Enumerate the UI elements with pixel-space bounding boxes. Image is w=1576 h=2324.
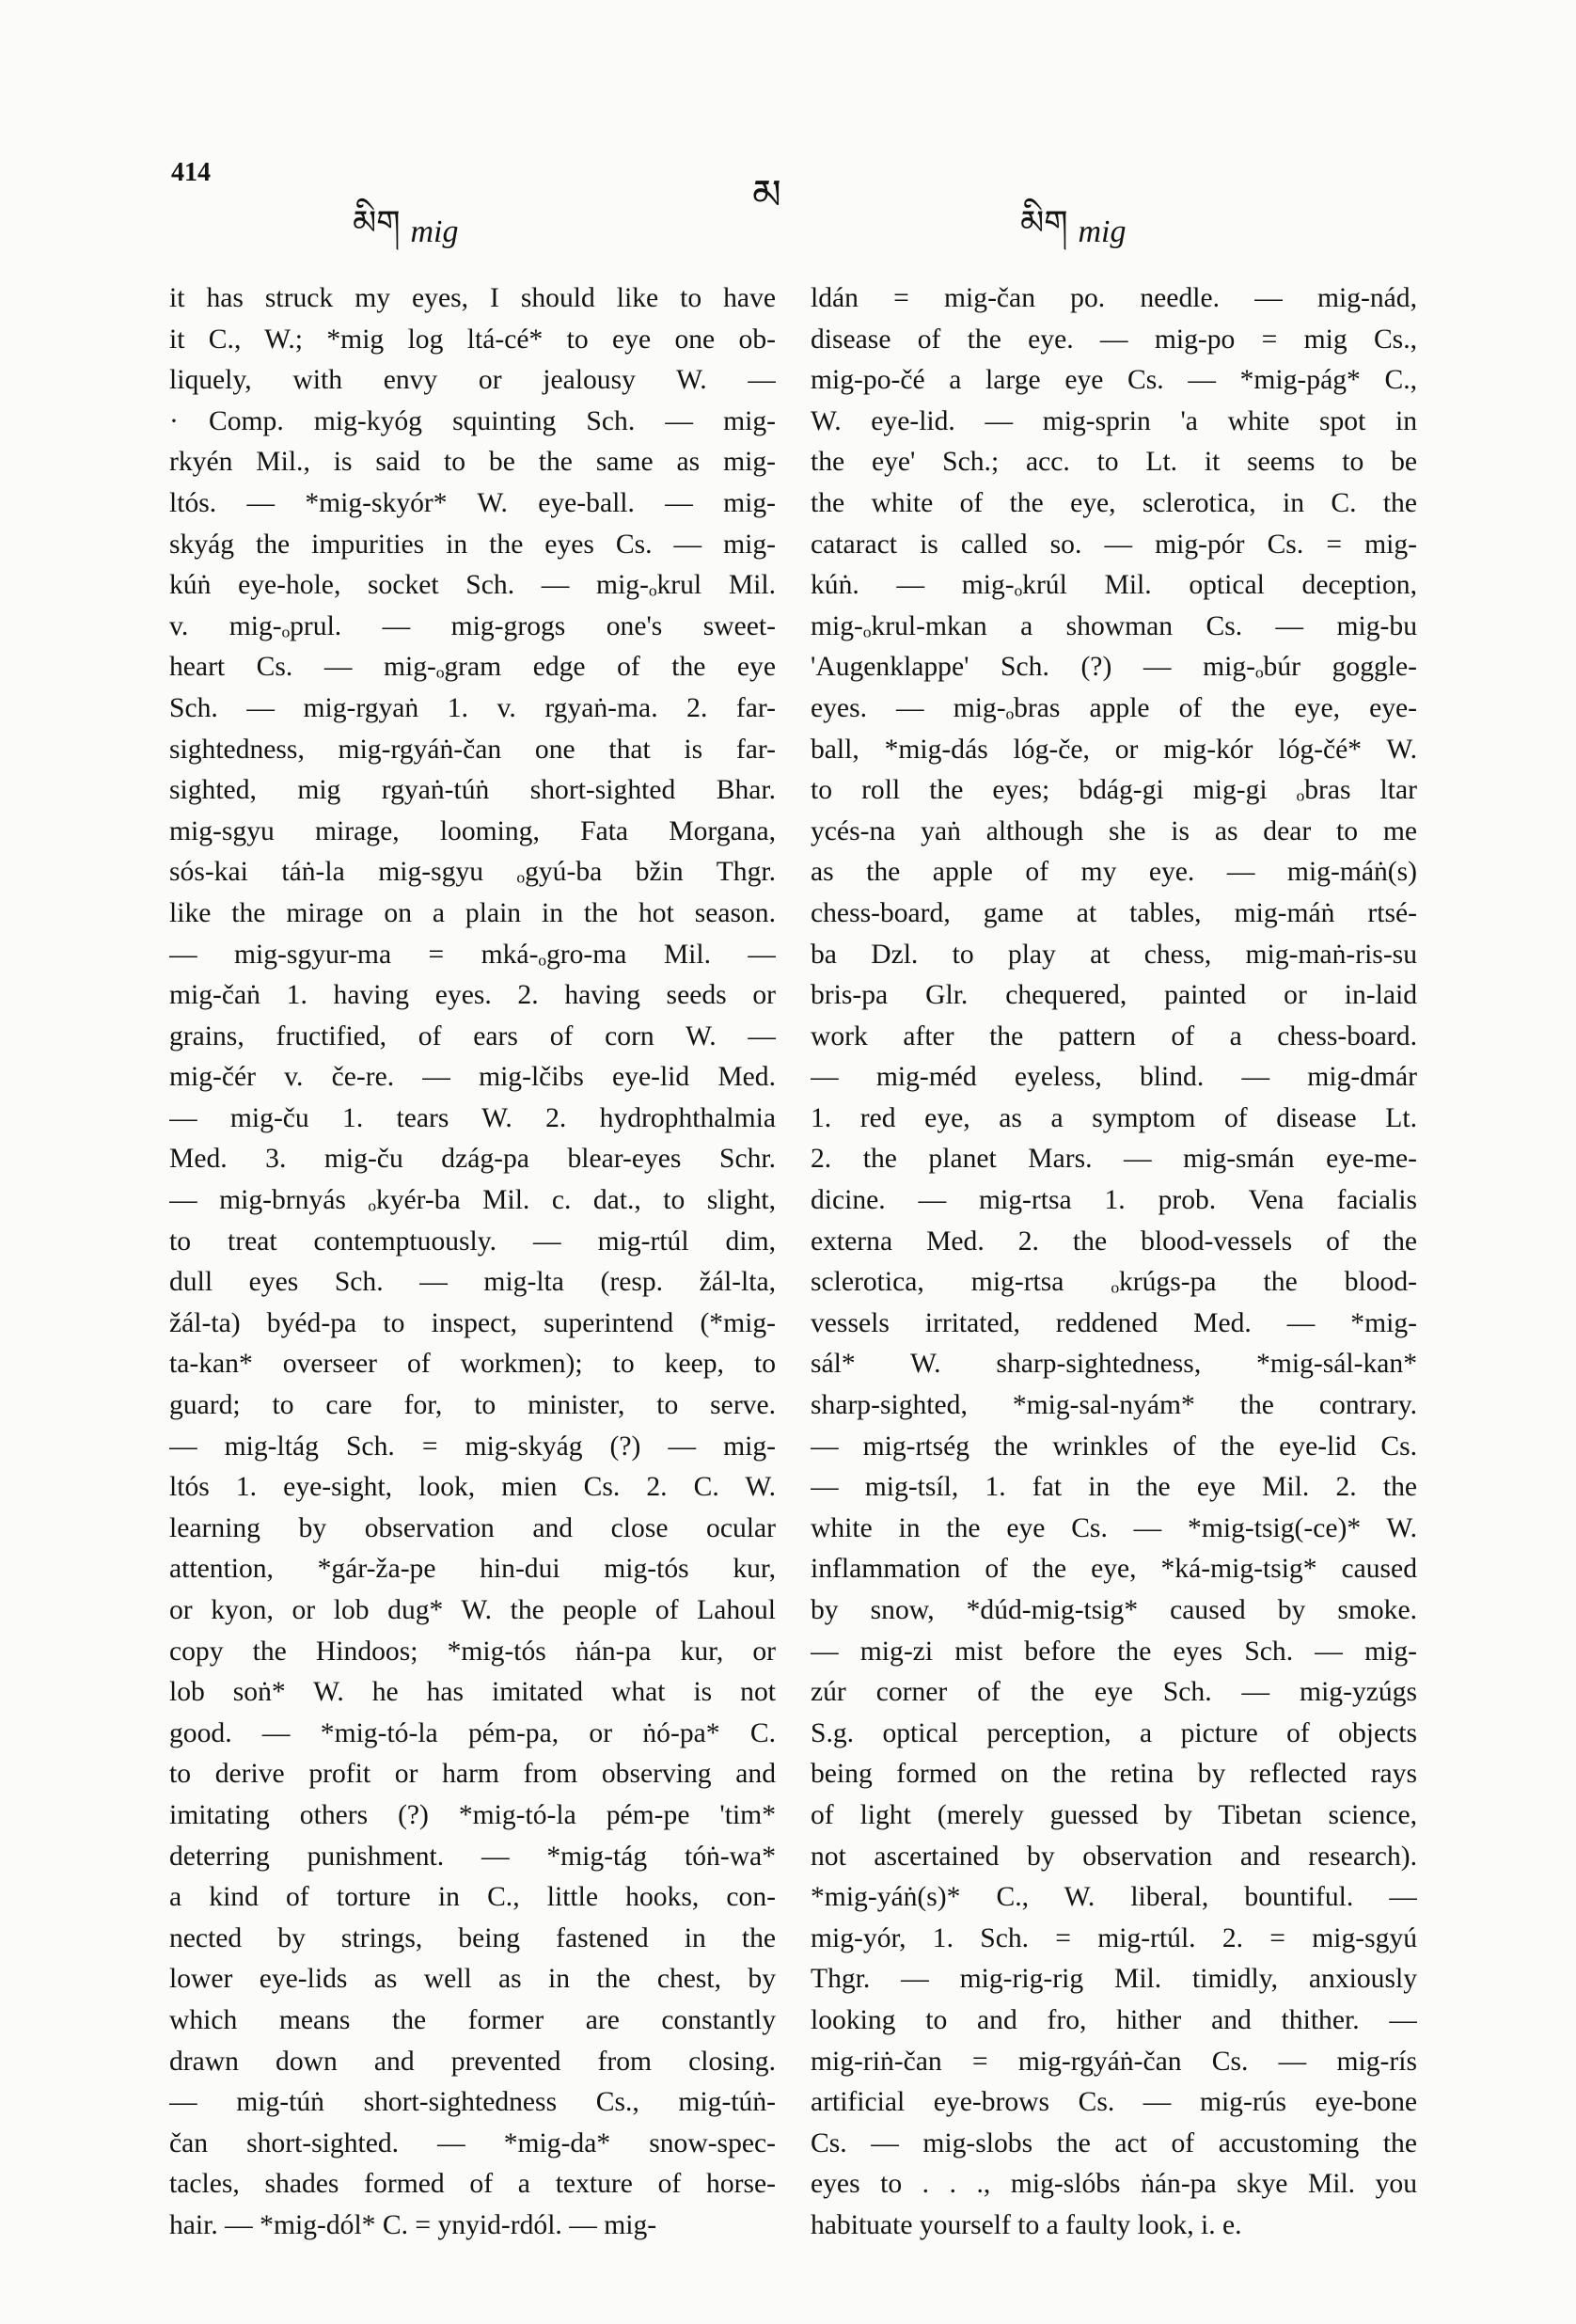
text-line: — mig-rtség the wrinkles of the eye-lid Cs. — [811, 1431, 1417, 1462]
text-line: mig-ₒkrul-mkan a showman Cs. — mig-bu — [811, 610, 1417, 641]
text-line: dicine. — mig-rtsa 1. prob. Vena facialis — [811, 1185, 1417, 1216]
text-line: 'Augenklappe' Sch. (?) — mig-ₒbúr goggle- — [811, 652, 1417, 683]
text-line: sighted, mig rgyaṅ-túṅ short-sighted Bhar. — [169, 775, 776, 806]
text-line: inflammation of the eye, *ká-mig-tsig* caused — [811, 1554, 1417, 1585]
text-line: good. — *mig-tó-la pém-pa, or ṅó-pa* C. — [169, 1717, 776, 1748]
text-line: grains, fructified, of ears of corn W. — — [169, 1020, 776, 1051]
text-line: ba Dzl. to play at chess, mig-maṅ-ris-su — [811, 939, 1417, 970]
text-line: — mig-sgyur-ma = mká-ₒgro-ma Mil. — — [169, 939, 776, 970]
text-line: to treat contemptuously. — mig-rtúl dim, — [169, 1225, 776, 1257]
text-line: — mig-méd eyeless, blind. — mig-dmár — [811, 1062, 1417, 1093]
text-line: attention, *gár-ža-pe hin-dui mig-tós kur, — [169, 1554, 776, 1585]
text-line: to derive profit or harm from observing and — [169, 1759, 776, 1790]
header-left-tibetan: མིག — [353, 204, 401, 243]
text-line: — mig-zi mist before the eyes Sch. — mig- — [811, 1636, 1417, 1667]
header-center-letter: མ — [752, 171, 781, 219]
text-line: it C., W.; *mig log ltá-cé* to eye one ob- — [169, 324, 776, 355]
text-line: copy the Hindoos; *mig-tós ṅán-pa kur, or — [169, 1636, 776, 1667]
text-line: to roll the eyes; bdág-gi mig-gi ₒbras ltar — [811, 775, 1417, 806]
text-line: not ascertained by observation and research). — [811, 1841, 1417, 1872]
text-line: it has struck my eyes, I should like to have — [169, 283, 776, 313]
text-line: lower eye-lids as well as in the chest, by — [169, 1964, 776, 1995]
header-left — [353, 184, 458, 280]
text-line: kúṅ eye-hole, socket Sch. — mig-ₒkrul Mil. — [169, 570, 776, 601]
text-line: the white of the eye, sclerotica, in C. the — [811, 487, 1417, 518]
text-line: — mig-tsíl, 1. fat in the eye Mil. 2. the — [811, 1472, 1417, 1503]
text-line: sclerotica, mig-rtsa ₒkrúgs-pa the blood- — [811, 1267, 1417, 1298]
text-line: — mig-brnyás ₒkyér-ba Mil. c. dat., to slight, — [169, 1185, 776, 1216]
text-line: tacles, shades formed of a texture of horse- — [169, 2169, 776, 2200]
text-line: sharp-sighted, *mig-sal-nyám* the contrary. — [811, 1390, 1417, 1421]
header-right-tibetan: མིག — [1020, 204, 1068, 243]
text-line: Sch. — mig-rgyaṅ 1. v. rgyaṅ-ma. 2. far- — [169, 692, 776, 723]
text-line: čan short-sighted. — *mig-da* snow-spec- — [169, 2127, 776, 2158]
text-line: white in the eye Cs. — *mig-tsig(-ce)* W. — [811, 1512, 1417, 1543]
text-line: mig-sgyu mirage, looming, Fata Morgana, — [169, 815, 776, 846]
text-line: sós-kai táṅ-la mig-sgyu ₒgyú-ba bžin Thgr. — [169, 857, 776, 888]
text-line: skyág the impurities in the eyes Cs. — mig- — [169, 529, 776, 560]
text-line: looking to and fro, hither and thither. — — [811, 2004, 1417, 2035]
text-line: mig-čaṅ 1. having eyes. 2. having seeds or — [169, 980, 776, 1011]
text-line: drawn down and prevented from closing. — [169, 2046, 776, 2077]
text-line: ltós 1. eye-sight, look, mien Cs. 2. C. W. — [169, 1472, 776, 1503]
text-line: the eye' Sch.; acc. to Lt. it seems to be — [811, 447, 1417, 478]
text-line: dull eyes Sch. — mig-lta (resp. žál-lta, — [169, 1267, 776, 1298]
text-line: S.g. optical perception, a picture of objects — [811, 1717, 1417, 1748]
text-line: eyes. — mig-ₒbras apple of the eye, eye- — [811, 692, 1417, 723]
text-line: habituate yourself to a faulty look, i. e. — [811, 2209, 1242, 2240]
text-line: Thgr. — mig-rig-rig Mil. timidly, anxiously — [811, 1964, 1417, 1995]
text-line: guard; to care for, to minister, to serve. — [169, 1390, 776, 1421]
text-line: mig-čér v. če-re. — mig-lčibs eye-lid Med. — [169, 1062, 776, 1093]
text-line: zúr corner of the eye Sch. — mig-yzúgs — [811, 1677, 1417, 1708]
text-line: deterring punishment. — *mig-tág tóṅ-wa* — [169, 1841, 776, 1872]
left-column — [169, 278, 776, 2247]
text-line: nected by strings, being fastened in the — [169, 1922, 776, 1953]
text-line: ldán = mig-čan po. needle. — mig-nád, — [811, 283, 1417, 313]
text-line: 1. red eye, as a symptom of disease Lt. — [811, 1102, 1417, 1133]
text-line: hair. — *mig-dól* C. = ynyid-rdól. — mig- — [169, 2209, 657, 2240]
page-number: 414 — [171, 158, 211, 187]
text-line: — mig-túṅ short-sightedness Cs., mig-túṅ- — [169, 2087, 776, 2118]
text-line: rkyén Mil., is said to be the same as mig- — [169, 447, 776, 478]
text-line: like the mirage on a plain in the hot season. — [169, 897, 776, 928]
text-line: which means the former are constantly — [169, 2004, 776, 2035]
text-line: imitating others (?) *mig-tó-la pém-pe 'tim* — [169, 1799, 776, 1830]
text-line: — mig-ltág Sch. = mig-skyág (?) — mig- — [169, 1431, 776, 1462]
text-line: sightedness, mig-rgyáṅ-čan one that is far- — [169, 734, 776, 765]
text-line: work after the pattern of a chess-board. — [811, 1020, 1417, 1051]
text-line: v. mig-ₒprul. — mig-grogs one's sweet- — [169, 610, 776, 641]
header-left-headword: mig — [410, 214, 459, 249]
text-line: žál-ta) byéd-pa to inspect, superintend (*mig- — [169, 1307, 776, 1338]
text-line: mig-po-čé a large eye Cs. — *mig-pág* C., — [811, 365, 1417, 396]
text-line: being formed on the retina by reflected rays — [811, 1759, 1417, 1790]
text-line: — mig-ču 1. tears W. 2. hydrophthalmia — [169, 1102, 776, 1133]
text-line: kúṅ. — mig-ₒkrúl Mil. optical deception, — [811, 570, 1417, 601]
text-line: mig-riṅ-čan = mig-rgyáṅ-čan Cs. — mig-rís — [811, 2046, 1417, 2077]
text-line: of light (merely guessed by Tibetan science, — [811, 1799, 1417, 1830]
text-line: a kind of torture in C., little hooks, con- — [169, 1882, 776, 1913]
text-line: Med. 3. mig-ču dzág-pa blear-eyes Schr. — [169, 1144, 776, 1175]
text-line: cataract is called so. — mig-pór Cs. = mig- — [811, 529, 1417, 560]
text-line: learning by observation and close ocular — [169, 1512, 776, 1543]
text-line: ltós. — *mig-skyór* W. eye-ball. — mig- — [169, 487, 776, 518]
text-line: *mig-yáṅ(s)* C., W. liberal, bountiful. — — [811, 1882, 1417, 1913]
text-line: heart Cs. — mig-ₒgram edge of the eye — [169, 652, 776, 683]
text-line: W. eye-lid. — mig-sprin 'a white spot in — [811, 405, 1417, 436]
text-line: disease of the eye. — mig-po = mig Cs., — [811, 324, 1417, 355]
text-line: ta-kan* overseer of workmen); to keep, to — [169, 1349, 776, 1380]
text-line: sál* W. sharp-sightedness, *mig-sál-kan* — [811, 1349, 1417, 1380]
header-right-headword: mig — [1078, 214, 1127, 249]
text-line: bris-pa Glr. chequered, painted or in-laid — [811, 980, 1417, 1011]
text-line: mig-yór, 1. Sch. = mig-rtúl. 2. = mig-sgyú — [811, 1922, 1417, 1953]
text-line: vessels irritated, reddened Med. — *mig- — [811, 1307, 1417, 1338]
text-line: lob soṅ* W. he has imitated what is not — [169, 1677, 776, 1708]
text-line: 2. the planet Mars. — mig-smán eye-me- — [811, 1144, 1417, 1175]
text-line: as the apple of my eye. — mig-máṅ(s) — [811, 857, 1417, 888]
text-line: or kyon, or lob dug* W. the people of Lahoul — [169, 1595, 776, 1625]
text-line: artificial eye-brows Cs. — mig-rús eye-bone — [811, 2087, 1417, 2118]
right-column — [811, 278, 1417, 2247]
text-line: · Comp. mig-kyóg squinting Sch. — mig- — [169, 405, 776, 436]
text-line: Cs. — mig-slobs the act of accustoming the — [811, 2127, 1417, 2158]
text-line: liquely, with envy or jealousy W. — — [169, 365, 776, 396]
text-line: eyes to . . ., mig-slóbs ṅán-pa skye Mil. you — [811, 2169, 1417, 2200]
text-line: by snow, *dúd-mig-tsig* caused by smoke. — [811, 1595, 1417, 1625]
text-line: ball, *mig-dás lóg-če, or mig-kór lóg-čé* W. — [811, 734, 1417, 765]
text-line: externa Med. 2. the blood-vessels of the — [811, 1225, 1417, 1257]
header-right — [1020, 184, 1126, 280]
text-line: ycés-na yaṅ although she is as dear to me — [811, 815, 1417, 846]
text-line: chess-board, game at tables, mig-máṅ rtsé- — [811, 897, 1417, 928]
